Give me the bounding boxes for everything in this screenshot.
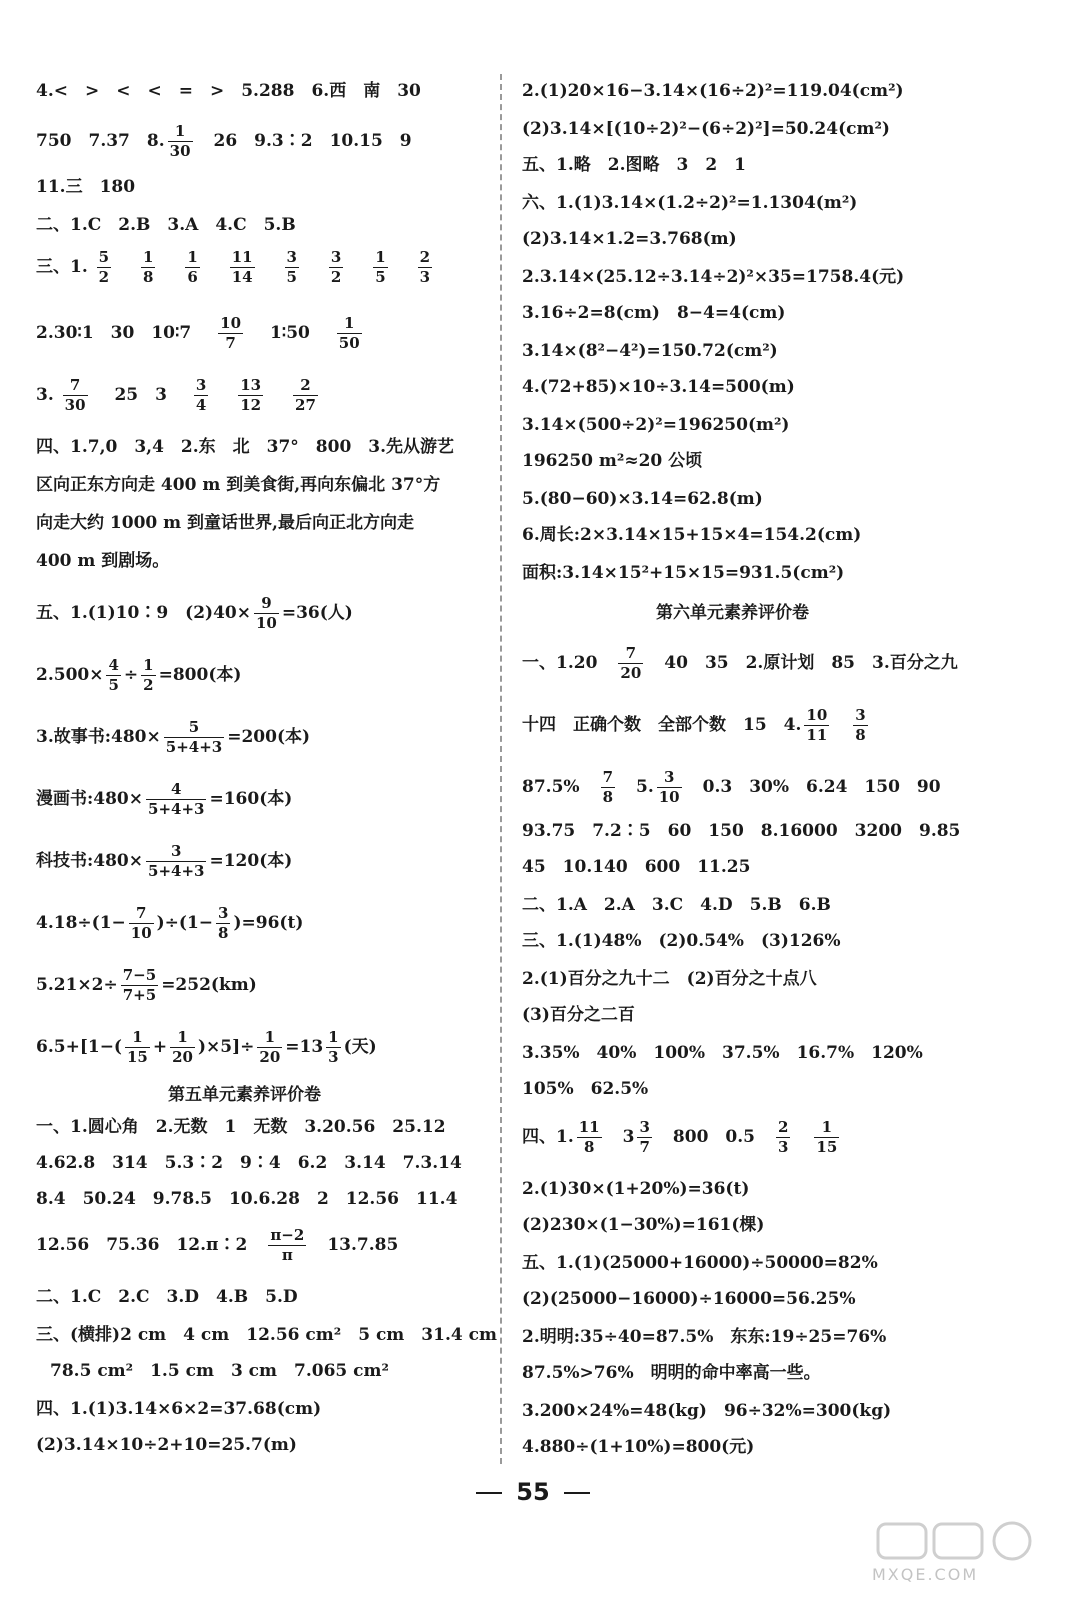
- text: 26 9.3∶2 10.15 9: [213, 131, 412, 151]
- text: 三、1.: [36, 257, 88, 277]
- fraction: [418, 248, 432, 287]
- numerator: 3: [218, 904, 229, 922]
- answer-line: [522, 644, 958, 683]
- numerator: 3: [855, 706, 866, 724]
- answer-line: 3.14×(8²−4²)=150.72(cm²): [522, 341, 778, 361]
- text: =200(本): [227, 727, 311, 747]
- denominator: 5+4+3: [165, 738, 223, 756]
- answer-line: 2.(1)30×(1+20%)=36(t): [522, 1179, 750, 1199]
- answer-line: (2)3.14×10÷2+10=25.7(m): [36, 1435, 297, 1455]
- section-heading: 第六单元素养评价卷: [656, 603, 809, 623]
- denominator: 7: [639, 1138, 650, 1156]
- fraction: [216, 904, 230, 943]
- text: 3.: [36, 385, 54, 405]
- fraction: [293, 376, 318, 415]
- fraction: [194, 376, 208, 415]
- text: 3: [622, 1127, 635, 1147]
- numerator: 1: [170, 1028, 195, 1048]
- fraction: [106, 656, 120, 695]
- text: 6.5+[1−(: [36, 1037, 122, 1057]
- answer-line: [522, 768, 941, 807]
- text: 800 0.5: [672, 1127, 755, 1147]
- denominator: 5+4+3: [148, 800, 205, 818]
- numerator: 1: [143, 656, 154, 674]
- answer-line: [36, 248, 435, 287]
- text: )×5]÷: [197, 1037, 255, 1057]
- text: 科技书:480×: [36, 851, 144, 871]
- denominator: 20: [259, 1048, 281, 1066]
- text: 25 3: [114, 385, 167, 405]
- text: =13: [285, 1037, 324, 1057]
- text: 13.7.85: [327, 1235, 399, 1255]
- denominator: 27: [295, 396, 316, 414]
- answer-line: [36, 376, 321, 415]
- fraction: [230, 248, 255, 287]
- answer-line: [36, 1226, 398, 1265]
- fraction: [168, 122, 193, 161]
- numerator: 13: [240, 376, 262, 394]
- numerator: 11: [231, 248, 253, 266]
- text: =36(人): [281, 603, 353, 623]
- denominator: 50: [338, 334, 360, 352]
- text: 3.故事书:480×: [36, 727, 161, 747]
- denominator: 5+4+3: [148, 862, 205, 880]
- answer-line: 105% 62.5%: [522, 1079, 649, 1099]
- denominator: 5: [108, 676, 119, 694]
- text: 12.56 75.36 12.π∶2: [36, 1235, 248, 1255]
- numerator: 3: [195, 376, 207, 394]
- text: =160(本): [209, 789, 293, 809]
- fraction: [601, 768, 615, 807]
- fraction: [129, 904, 154, 943]
- answer-line: 8.4 50.24 9.78.5 10.6.28 2 12.56 11.4: [36, 1189, 458, 1209]
- text: )=96(t): [233, 913, 304, 933]
- text: 750 7.37 8.: [36, 131, 165, 151]
- page-number-footer: [0, 1478, 1066, 1506]
- watermark-text: MXQE.COM: [872, 1565, 979, 1584]
- text: 40 35 2.原计划 85 3.百分之九: [664, 653, 958, 673]
- answer-line: 三、1.(1)48% (2)0.54% (3)126%: [522, 931, 841, 951]
- numerator: 1: [143, 248, 154, 266]
- numerator: 2: [419, 248, 431, 266]
- answer-line: 11.三 180: [36, 177, 136, 197]
- answer-line: (2)3.14×[(10÷2)²−(6÷2)²]=50.24(cm²): [522, 119, 890, 139]
- answer-line: [36, 656, 241, 695]
- text: 2.30∶1 30 10∶7: [36, 323, 192, 343]
- numerator: 10: [220, 314, 242, 332]
- denominator: 14: [231, 268, 253, 286]
- answer-line: 六、1.(1)3.14×(1.2÷2)²=1.1304(m²): [522, 193, 858, 213]
- numerator: 2: [293, 376, 318, 396]
- text: =252(km): [161, 975, 257, 995]
- fraction: [804, 706, 829, 745]
- numerator: 1: [814, 1118, 839, 1138]
- numerator: 3: [286, 248, 297, 266]
- answer-line: 3.14×(500÷2)²=196250(m²): [522, 415, 790, 435]
- denominator: 4: [195, 396, 207, 414]
- denominator: 10: [255, 614, 277, 632]
- denominator: 3: [328, 1048, 339, 1066]
- answer-line: [36, 122, 412, 161]
- fraction: [141, 656, 155, 695]
- numerator: 1: [168, 122, 193, 142]
- text: 4.18÷(1−: [36, 913, 126, 933]
- fraction: [853, 706, 867, 745]
- fraction: [146, 780, 206, 819]
- fraction: [121, 966, 158, 1005]
- denominator: 15: [816, 1138, 838, 1156]
- numerator: 5: [98, 248, 110, 266]
- fraction: [285, 248, 299, 287]
- numerator: 7: [602, 768, 613, 786]
- answer-line: 93.75 7.2∶5 60 150 8.16000 3200 9.85: [522, 821, 961, 841]
- denominator: 20: [172, 1048, 193, 1066]
- denominator: 8: [855, 726, 866, 744]
- text: =800(本): [158, 665, 242, 685]
- denominator: 11: [806, 726, 828, 744]
- answer-line: [522, 1118, 842, 1157]
- denominator: 8: [583, 1138, 595, 1156]
- answer-line: 二、1.A 2.A 3.C 4.D 5.B 6.B: [522, 895, 831, 915]
- text: 0.3 30% 6.24 150 90: [702, 777, 941, 797]
- text: 87.5%: [522, 777, 580, 797]
- denominator: 10: [130, 924, 152, 942]
- numerator: 1: [375, 248, 386, 266]
- numerator: 3: [146, 842, 206, 862]
- denominator: 7: [225, 334, 236, 352]
- answer-line: 三、(横排)2 cm 4 cm 12.56 cm² 5 cm 31.4 cm: [36, 1325, 497, 1345]
- answer-line: [36, 966, 257, 1005]
- text: (天): [343, 1037, 377, 1057]
- column-divider: [500, 74, 502, 1464]
- dash-decoration: [476, 1492, 502, 1494]
- answer-line: 196250 m²≈20 公顷: [522, 451, 703, 471]
- fraction: [618, 644, 643, 683]
- numerator: 1: [257, 1028, 282, 1048]
- fraction: [170, 1028, 195, 1067]
- answer-line: [36, 594, 353, 633]
- answer-line: (3)百分之二百: [522, 1005, 635, 1025]
- fraction: [776, 1118, 790, 1157]
- fraction: [657, 768, 682, 807]
- numerator: 3: [330, 248, 342, 266]
- denominator: 30: [64, 396, 86, 414]
- answer-line: 78.5 cm² 1.5 cm 3 cm 7.065 cm²: [50, 1361, 389, 1381]
- text: 四、1.: [522, 1127, 574, 1147]
- denominator: 8: [143, 268, 154, 286]
- fraction: [146, 842, 206, 881]
- answer-line: 一、1.圆心角 2.无数 1 无数 3.20.56 25.12: [36, 1117, 446, 1137]
- denominator: 2: [98, 268, 110, 286]
- denominator: 2: [143, 676, 154, 694]
- denominator: 5: [375, 268, 386, 286]
- answer-line: (2)(25000−16000)÷16000=56.25%: [522, 1289, 856, 1309]
- fraction: [185, 248, 199, 287]
- numerator: 7: [129, 904, 154, 924]
- fraction: [814, 1118, 839, 1157]
- answer-line: (2)230×(1−30%)=161(棵): [522, 1215, 765, 1235]
- fraction: [125, 1028, 150, 1067]
- numerator: 11: [578, 1118, 600, 1136]
- answer-line: 四、1.7,0 3,4 2.东 北 37° 800 3.先从游艺: [36, 437, 455, 457]
- fraction: [97, 248, 111, 287]
- fraction: [268, 1226, 306, 1265]
- text: ÷: [123, 665, 139, 685]
- fraction: [577, 1118, 602, 1157]
- answer-line: 4.(72+85)×10÷3.14=500(m): [522, 377, 795, 397]
- answer-line: 45 10.140 600 11.25: [522, 857, 751, 877]
- numerator: 1: [125, 1028, 150, 1048]
- text: 漫画书:480×: [36, 789, 144, 809]
- fraction: [337, 314, 362, 353]
- answer-line: 区向正东方向走 400 m 到美食街,再向东偏北 37°方: [36, 475, 441, 495]
- denominator: 8: [218, 924, 229, 942]
- fraction: [141, 248, 155, 287]
- denominator: 7+5: [122, 986, 157, 1004]
- answer-line: 400 m 到剧场。: [36, 551, 170, 571]
- fraction: [63, 376, 88, 415]
- fraction: [238, 376, 263, 415]
- answer-line: [36, 314, 365, 353]
- numerator: 10: [806, 706, 828, 724]
- text: 5.21×2÷: [36, 975, 118, 995]
- answer-line: 5.(80−60)×3.14=62.8(m): [522, 489, 763, 509]
- answer-line: 6.周长:2×3.14×15+15×4=154.2(cm): [522, 525, 862, 545]
- answer-line: 4.< > < < = > 5.288 6.西 南 30: [36, 81, 421, 101]
- answer-line: 3.16÷2=8(cm) 8−4=4(cm): [522, 303, 786, 323]
- answer-line: 二、1.C 2.B 3.A 4.C 5.B: [36, 215, 296, 235]
- denominator: 20: [620, 664, 642, 682]
- numerator: 4: [108, 656, 119, 674]
- answer-line: [36, 780, 292, 819]
- text: )÷(1−: [156, 913, 214, 933]
- answer-line: 四、1.(1)3.14×6×2=37.68(cm): [36, 1399, 322, 1419]
- numerator: 3: [639, 1118, 650, 1136]
- denominator: 8: [602, 788, 613, 806]
- answer-line: [36, 1028, 377, 1067]
- denominator: 2: [330, 268, 342, 286]
- answer-line: [36, 842, 292, 881]
- answer-line: 2.(1)百分之九十二 (2)百分之十点八: [522, 969, 817, 989]
- fraction: [257, 1028, 282, 1067]
- numerator: 1: [337, 314, 362, 334]
- numerator: 4: [146, 780, 206, 800]
- text: +: [152, 1037, 168, 1057]
- text: 1∶50: [269, 323, 310, 343]
- text: =120(本): [209, 851, 293, 871]
- denominator: 5: [286, 268, 297, 286]
- denominator: 3: [419, 268, 431, 286]
- numerator: π−2: [270, 1226, 305, 1244]
- dash-decoration: [564, 1492, 590, 1494]
- numerator: 7: [618, 644, 643, 664]
- numerator: 3: [657, 768, 682, 788]
- answer-line: [522, 706, 871, 745]
- numerator: 1: [328, 1028, 339, 1046]
- denominator: 3: [777, 1138, 789, 1156]
- answer-line: 4.880÷(1+10%)=800(元): [522, 1437, 755, 1457]
- answer-line: (2)3.14×1.2=3.768(m): [522, 229, 737, 249]
- denominator: 12: [240, 396, 262, 414]
- numerator: 9: [254, 594, 279, 614]
- section-heading: 第五单元素养评价卷: [168, 1085, 321, 1105]
- numerator: 5: [164, 718, 224, 738]
- denominator: 30: [169, 142, 191, 160]
- answer-line: 3.35% 40% 100% 37.5% 16.7% 120%: [522, 1043, 923, 1063]
- fraction: [254, 594, 279, 633]
- answer-line: [36, 904, 303, 943]
- denominator: π: [281, 1246, 293, 1264]
- answer-line: 87.5%>76% 明明的命中率高一些。: [522, 1363, 821, 1383]
- fraction: [637, 1118, 651, 1157]
- denominator: 15: [126, 1048, 148, 1066]
- text: 五、1.(1)10∶9 (2)40×: [36, 603, 251, 623]
- denominator: 10: [658, 788, 680, 806]
- fraction: [218, 314, 243, 353]
- fraction: [373, 248, 387, 287]
- answer-line: 3.200×24%=48(kg) 96÷32%=300(kg): [522, 1401, 892, 1421]
- answer-line: 4.62.8 314 5.3∶2 9∶4 6.2 3.14 7.3.14: [36, 1153, 462, 1173]
- text: 2.500×: [36, 665, 104, 685]
- numerator: 2: [777, 1118, 789, 1136]
- answer-line: 面积:3.14×15²+15×15=931.5(cm²): [522, 563, 845, 583]
- page-number: 55: [516, 1478, 550, 1506]
- answer-line: [36, 718, 310, 757]
- watermark-icon: [872, 1518, 1048, 1564]
- fraction: [329, 248, 343, 287]
- fraction: [326, 1028, 340, 1067]
- answer-line: 2.(1)20×16−3.14×(16÷2)²=119.04(cm²): [522, 81, 904, 101]
- watermark-logo: [872, 1518, 1048, 1584]
- denominator: 6: [187, 268, 198, 286]
- answer-line: 2.明明:35÷40=87.5% 东东:19÷25=76%: [522, 1327, 887, 1347]
- answer-line: 五、1.略 2.图略 3 2 1: [522, 155, 746, 175]
- answer-line: 五、1.(1)(25000+16000)÷50000=82%: [522, 1253, 878, 1273]
- numerator: 7−5: [122, 966, 157, 984]
- numerator: 7: [63, 376, 88, 396]
- text: 5.: [636, 777, 654, 797]
- text: 一、1.20: [522, 653, 598, 673]
- answer-line: 二、1.C 2.C 3.D 4.B 5.D: [36, 1287, 298, 1307]
- answer-line: 2.3.14×(25.12÷3.14÷2)²×35=1758.4(元): [522, 267, 905, 287]
- text: 十四 正确个数 全部个数 15 4.: [522, 715, 802, 735]
- fraction: [164, 718, 224, 757]
- answer-line: 向走大约 1000 m 到童话世界,最后向正北方向走: [36, 513, 414, 533]
- numerator: 1: [187, 248, 198, 266]
